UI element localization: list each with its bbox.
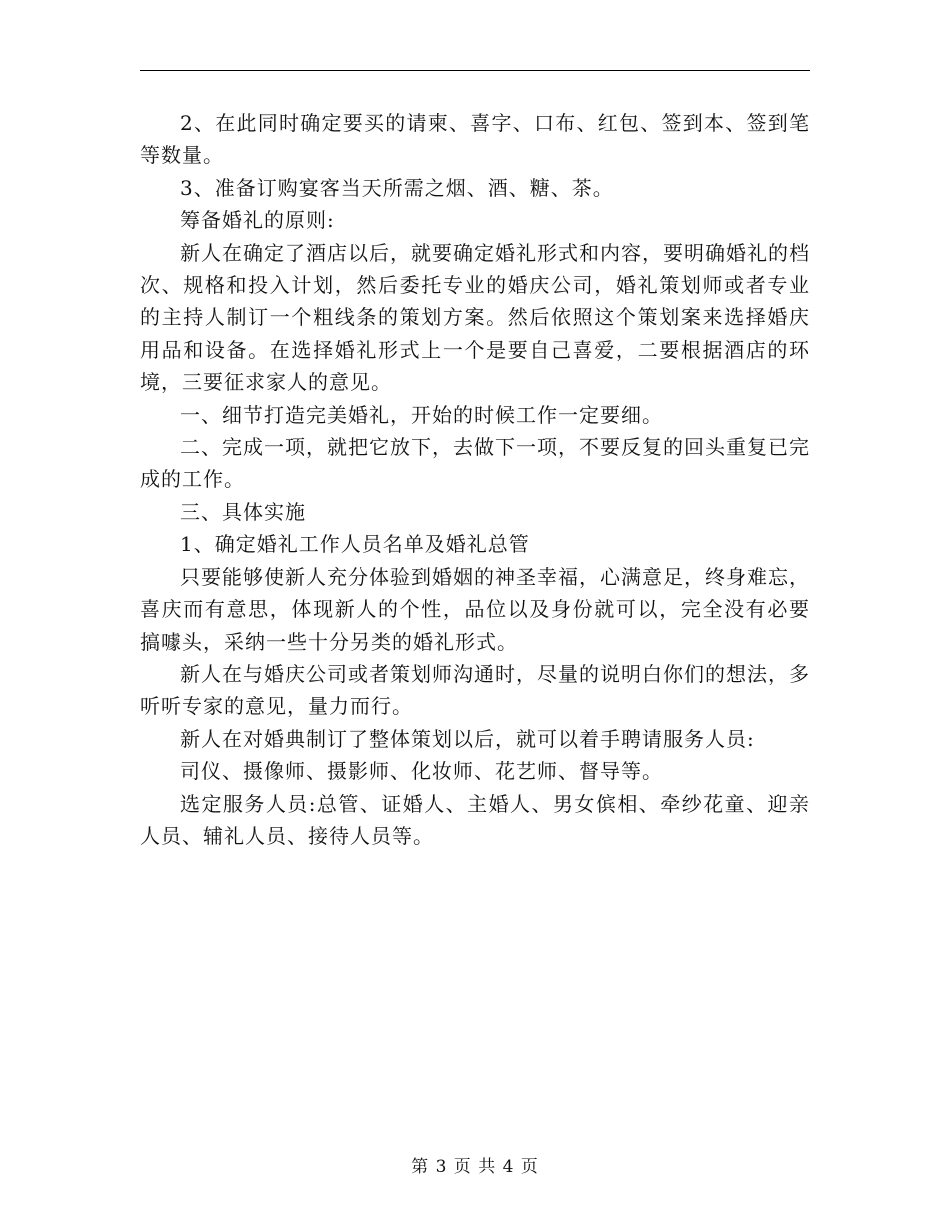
- paragraph-10: 新人在与婚庆公司或者策划师沟通时，尽量的说明白你们的想法，多听听专家的意见，量力而行。: [140, 661, 810, 719]
- document-body: [140, 107, 810, 852]
- paragraph-12: 司仪、摄像师、摄影师、化妆师、花艺师、督导等。: [180, 759, 663, 784]
- paragraph-5: 一、细节打造完美婚礼，开始的时候工作一定要细。: [180, 402, 663, 427]
- page-number: 第 3 页 共 4 页: [411, 1157, 539, 1177]
- paragraph-3: 筹备婚礼的原则:: [180, 208, 335, 233]
- paragraph-7: 三、具体实施: [180, 499, 306, 524]
- paragraph-13: 选定服务人员:总管、证婚人、主婚人、男女傧相、牵纱花童、迎亲人员、辅礼人员、接待人员等。: [140, 791, 810, 848]
- paragraph-11: 新人在对婚典制订了整体策划以后，就可以着手聘请服务人员:: [180, 726, 755, 751]
- page-footer: [0, 1152, 950, 1177]
- paragraph-2: 3、准备订购宴客当天所需之烟、酒、糖、茶。: [180, 175, 614, 200]
- header-rule: [140, 70, 810, 71]
- paragraph-9: 只要能够使新人充分体验到婚姻的神圣幸福，心满意足，终身难忘，喜庆而有意思，体现新人的个性，品位以及身份就可以，完全没有必要搞噱头，采纳一些十分另类的婚礼形式。: [140, 564, 810, 654]
- paragraph-1: 2、在此同时确定要买的请柬、喜字、口布、红包、签到本、签到笔等数量。: [140, 111, 810, 168]
- paragraph-6: 二、完成一项，就把它放下，去做下一项，不要反复的回头重复已完成的工作。: [140, 435, 810, 492]
- paragraph-8: 1、确定婚礼工作人员名单及婚礼总管: [180, 532, 530, 557]
- paragraph-4: 新人在确定了酒店以后，就要确定婚礼形式和内容，要明确婚礼的档次、规格和投入计划，然后委托专业的婚庆公司，婚礼策划师或者专业的主持人制订一个粗线条的策划方案。然后依照这个策划案来选择婚庆用品和设备。在选择婚礼形式上一个是要自己喜爱，二要根据酒店的环境，三要征求家人的意见。: [140, 240, 810, 395]
